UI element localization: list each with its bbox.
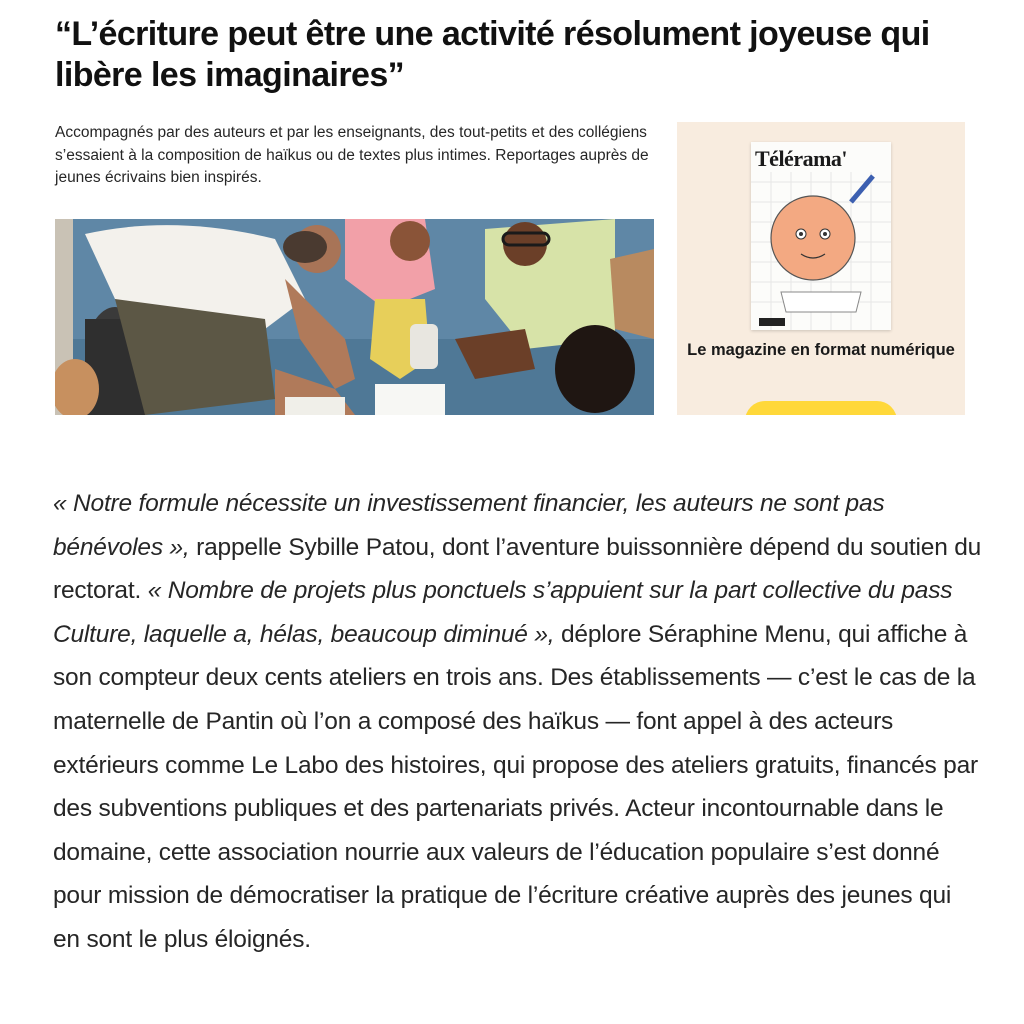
magazine-cover[interactable] (751, 142, 891, 330)
workshop-photo-illustration (55, 219, 654, 415)
cover-logo: Télérama' (755, 146, 848, 171)
article-teaser: Accompagnés par des auteurs et par les enseignants, des tout-petits et des collégiens s’essaient à la composition de haïkus ou de textes plus intimes. Reportages auprès de jeunes écrivains bien inspirés. (55, 124, 649, 186)
body-text-1: rappelle Sybille Patou, dont l’aventure buissonnière dépend du soutien du rectorat. (53, 533, 982, 605)
quote-sybille-patou: « Notre formule nécessite un investissement financier, les auteurs ne sont pas bénévoles », (53, 490, 885, 561)
article-photo[interactable] (55, 219, 654, 415)
magazine-promo-label: Le magazine en format numérique (687, 341, 955, 359)
magazine-promo-card (677, 122, 965, 415)
article-intro (55, 122, 655, 190)
subscribe-button[interactable] (745, 401, 897, 415)
article-body (53, 482, 983, 962)
quote-seraphine-menu: « Nombre de projets plus ponctuels s’appuient sur la part collective du pass Culture, laquelle a, hélas, beaucoup diminué », (53, 577, 953, 648)
article-headline: “L’écriture peut être une activité résolument joyeuse qui libère les imaginaires” (55, 15, 930, 94)
body-text-2: déplore Séraphine Menu, qui affiche à son compteur deux cents ateliers en trois ans. Des établissements — c’est le cas de la maternelle de Pantin où l’on a composé des haïkus — font appel à des acteurs extérieurs comme Le Labo des histoires, qui propose des ateliers gratuits, financés par des subventions publiques et des partenariats privés. Acteur incontournable dans le domaine, cette association nourrie aux valeurs de l’éducation populaire s’est donné pour mission de démocratiser la pratique de l’écriture créative auprès des jeunes qui en sont le plus éloignés. (53, 620, 978, 953)
